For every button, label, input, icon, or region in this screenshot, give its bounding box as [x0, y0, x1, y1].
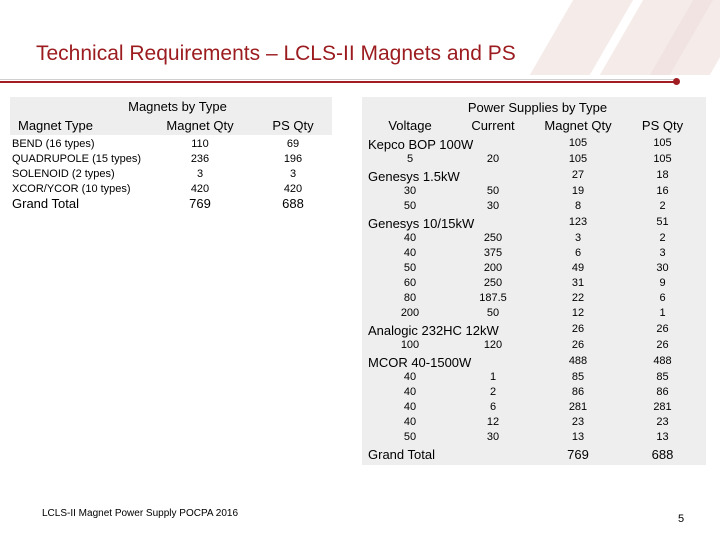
- grand-total-label: Grand Total: [12, 196, 79, 211]
- ps-group-name: Analogic 232HC 12kW: [368, 323, 499, 338]
- magnet-qty-cell: 281: [568, 401, 588, 413]
- magnet-qty-cell: 26: [571, 339, 585, 351]
- magnet-qty-cell: 13: [571, 431, 585, 443]
- column-header-ps-qty: PS Qty: [272, 118, 314, 133]
- ps-group-ps-qty: 105: [653, 137, 672, 149]
- ps-grand-total-label: Grand Total: [368, 447, 435, 462]
- ps-group-ps-qty: 488: [653, 355, 672, 367]
- column-header-magnet-type: Magnet Type: [18, 118, 93, 133]
- title-underline: [0, 81, 676, 83]
- voltage-cell: 40: [403, 386, 417, 398]
- voltage-cell: 60: [403, 277, 417, 289]
- ps-qty-cell: 23: [656, 416, 669, 428]
- magnet-type-cell: XCOR/YCOR (10 types): [12, 183, 131, 195]
- ps-qty-cell: 196: [283, 153, 303, 165]
- ps-group-magnet-qty: 105: [568, 137, 588, 149]
- ps-qty-cell: 6: [659, 292, 666, 304]
- magnet-qty-cell: 110: [191, 138, 209, 150]
- column-header-current: Current: [471, 118, 515, 133]
- magnet-qty-cell: 86: [571, 386, 585, 398]
- current-cell: 30: [486, 431, 500, 443]
- voltage-cell: 40: [403, 232, 417, 244]
- magnet-qty-cell: 31: [571, 277, 585, 289]
- voltage-cell: 40: [403, 371, 417, 383]
- ps-group-magnet-qty: 27: [571, 169, 585, 181]
- column-header-magnet-qty: Magnet Qty: [544, 118, 612, 133]
- ps-grand-total-ps-qty: 688: [651, 447, 674, 462]
- voltage-cell: 100: [400, 339, 420, 351]
- current-cell: 250: [483, 277, 503, 289]
- magnet-qty-cell: 236: [190, 153, 210, 165]
- current-cell: 50: [486, 185, 500, 197]
- voltage-cell: 80: [403, 292, 417, 304]
- current-cell: 250: [483, 232, 503, 244]
- voltage-cell: 50: [403, 262, 417, 274]
- magnet-qty-cell: 105: [568, 153, 588, 165]
- title-underline-shadow: [0, 79, 676, 80]
- grand-total-magnet-qty: 769: [189, 196, 211, 211]
- ps-grand-total-magnet-qty: 769: [567, 447, 589, 462]
- current-cell: 375: [483, 247, 503, 259]
- footer-text: LCLS-II Magnet Power Supply POCPA 2016: [42, 508, 239, 519]
- magnet-qty-cell: 19: [571, 185, 585, 197]
- magnet-qty-cell: 23: [571, 416, 585, 428]
- magnet-type-cell: BEND (16 types): [12, 138, 95, 150]
- ps-qty-cell: 1: [659, 307, 666, 319]
- slide-title: Technical Requirements – LCLS-II Magnets and PS: [36, 42, 516, 65]
- ps-group-name: Genesys 1.5kW: [368, 169, 460, 184]
- ps-group-name: Kepco BOP 100W: [368, 137, 474, 152]
- current-cell: 2: [489, 386, 497, 398]
- ps-qty-cell: 86: [656, 386, 669, 398]
- ps-qty-cell: 16: [656, 185, 669, 197]
- ps-group-name: Genesys 10/15kW: [368, 216, 475, 231]
- current-cell: 1: [489, 371, 497, 383]
- ps-group-name: MCOR 40-1500W: [368, 355, 472, 370]
- voltage-cell: 40: [403, 401, 417, 413]
- ps-group-magnet-qty: 26: [571, 323, 585, 335]
- magnet-qty-cell: 3: [196, 168, 204, 180]
- grand-total-ps-qty: 688: [282, 196, 304, 211]
- voltage-cell: 40: [403, 416, 417, 428]
- ps-group-ps-qty: 18: [656, 169, 669, 181]
- ps-group-ps-qty: 51: [656, 216, 669, 228]
- magnet-qty-cell: 3: [574, 232, 582, 244]
- magnets-table-title: Magnets by Type: [128, 99, 227, 114]
- voltage-cell: 30: [403, 185, 417, 197]
- current-cell: 30: [486, 200, 500, 212]
- voltage-cell: 50: [403, 431, 417, 443]
- ps-qty-cell: 105: [653, 153, 672, 165]
- ps-group-ps-qty: 26: [656, 323, 669, 335]
- ps-table-title: Power Supplies by Type: [467, 100, 608, 115]
- column-header-voltage: Voltage: [388, 118, 432, 133]
- ps-qty-cell: 3: [289, 168, 297, 180]
- ps-qty-cell: 85: [656, 371, 669, 383]
- ps-qty-cell: 3: [659, 247, 666, 259]
- ps-group-magnet-qty: 488: [568, 355, 588, 367]
- current-cell: 187.5: [479, 292, 507, 304]
- ps-qty-cell: 2: [659, 232, 666, 244]
- current-cell: 6: [489, 401, 497, 413]
- magnet-type-cell: SOLENOID (2 types): [12, 168, 115, 180]
- ps-qty-cell: 69: [286, 138, 300, 150]
- ps-qty-cell: 420: [283, 183, 303, 195]
- magnet-qty-cell: 22: [571, 292, 585, 304]
- current-cell: 20: [486, 153, 500, 165]
- magnet-type-cell: QUADRUPOLE (15 types): [12, 153, 141, 165]
- voltage-cell: 40: [403, 247, 417, 259]
- magnet-qty-cell: 49: [571, 262, 585, 274]
- current-cell: 12: [486, 416, 500, 428]
- current-cell: 120: [483, 339, 503, 351]
- magnet-qty-cell: 6: [574, 247, 582, 259]
- ps-qty-cell: 2: [659, 200, 666, 212]
- page-number: 5: [678, 513, 685, 525]
- current-cell: 50: [486, 307, 500, 319]
- voltage-cell: 200: [400, 307, 420, 319]
- ps-qty-cell: 9: [659, 277, 666, 289]
- ps-qty-cell: 26: [656, 339, 669, 351]
- column-header-ps-qty: PS Qty: [641, 118, 684, 133]
- current-cell: 200: [483, 262, 503, 274]
- ps-qty-cell: 30: [656, 262, 669, 274]
- column-header-magnet-qty: Magnet Qty: [166, 118, 234, 133]
- voltage-cell: 50: [403, 200, 417, 212]
- magnet-qty-cell: 420: [190, 183, 210, 195]
- magnet-qty-cell: 8: [574, 200, 582, 212]
- ps-group-magnet-qty: 123: [568, 216, 588, 228]
- magnet-qty-cell: 85: [571, 371, 585, 383]
- title-underline-dot: [673, 78, 680, 85]
- ps-qty-cell: 281: [653, 401, 672, 413]
- ps-qty-cell: 13: [656, 431, 669, 443]
- magnet-qty-cell: 12: [571, 307, 585, 319]
- voltage-cell: 5: [406, 153, 414, 165]
